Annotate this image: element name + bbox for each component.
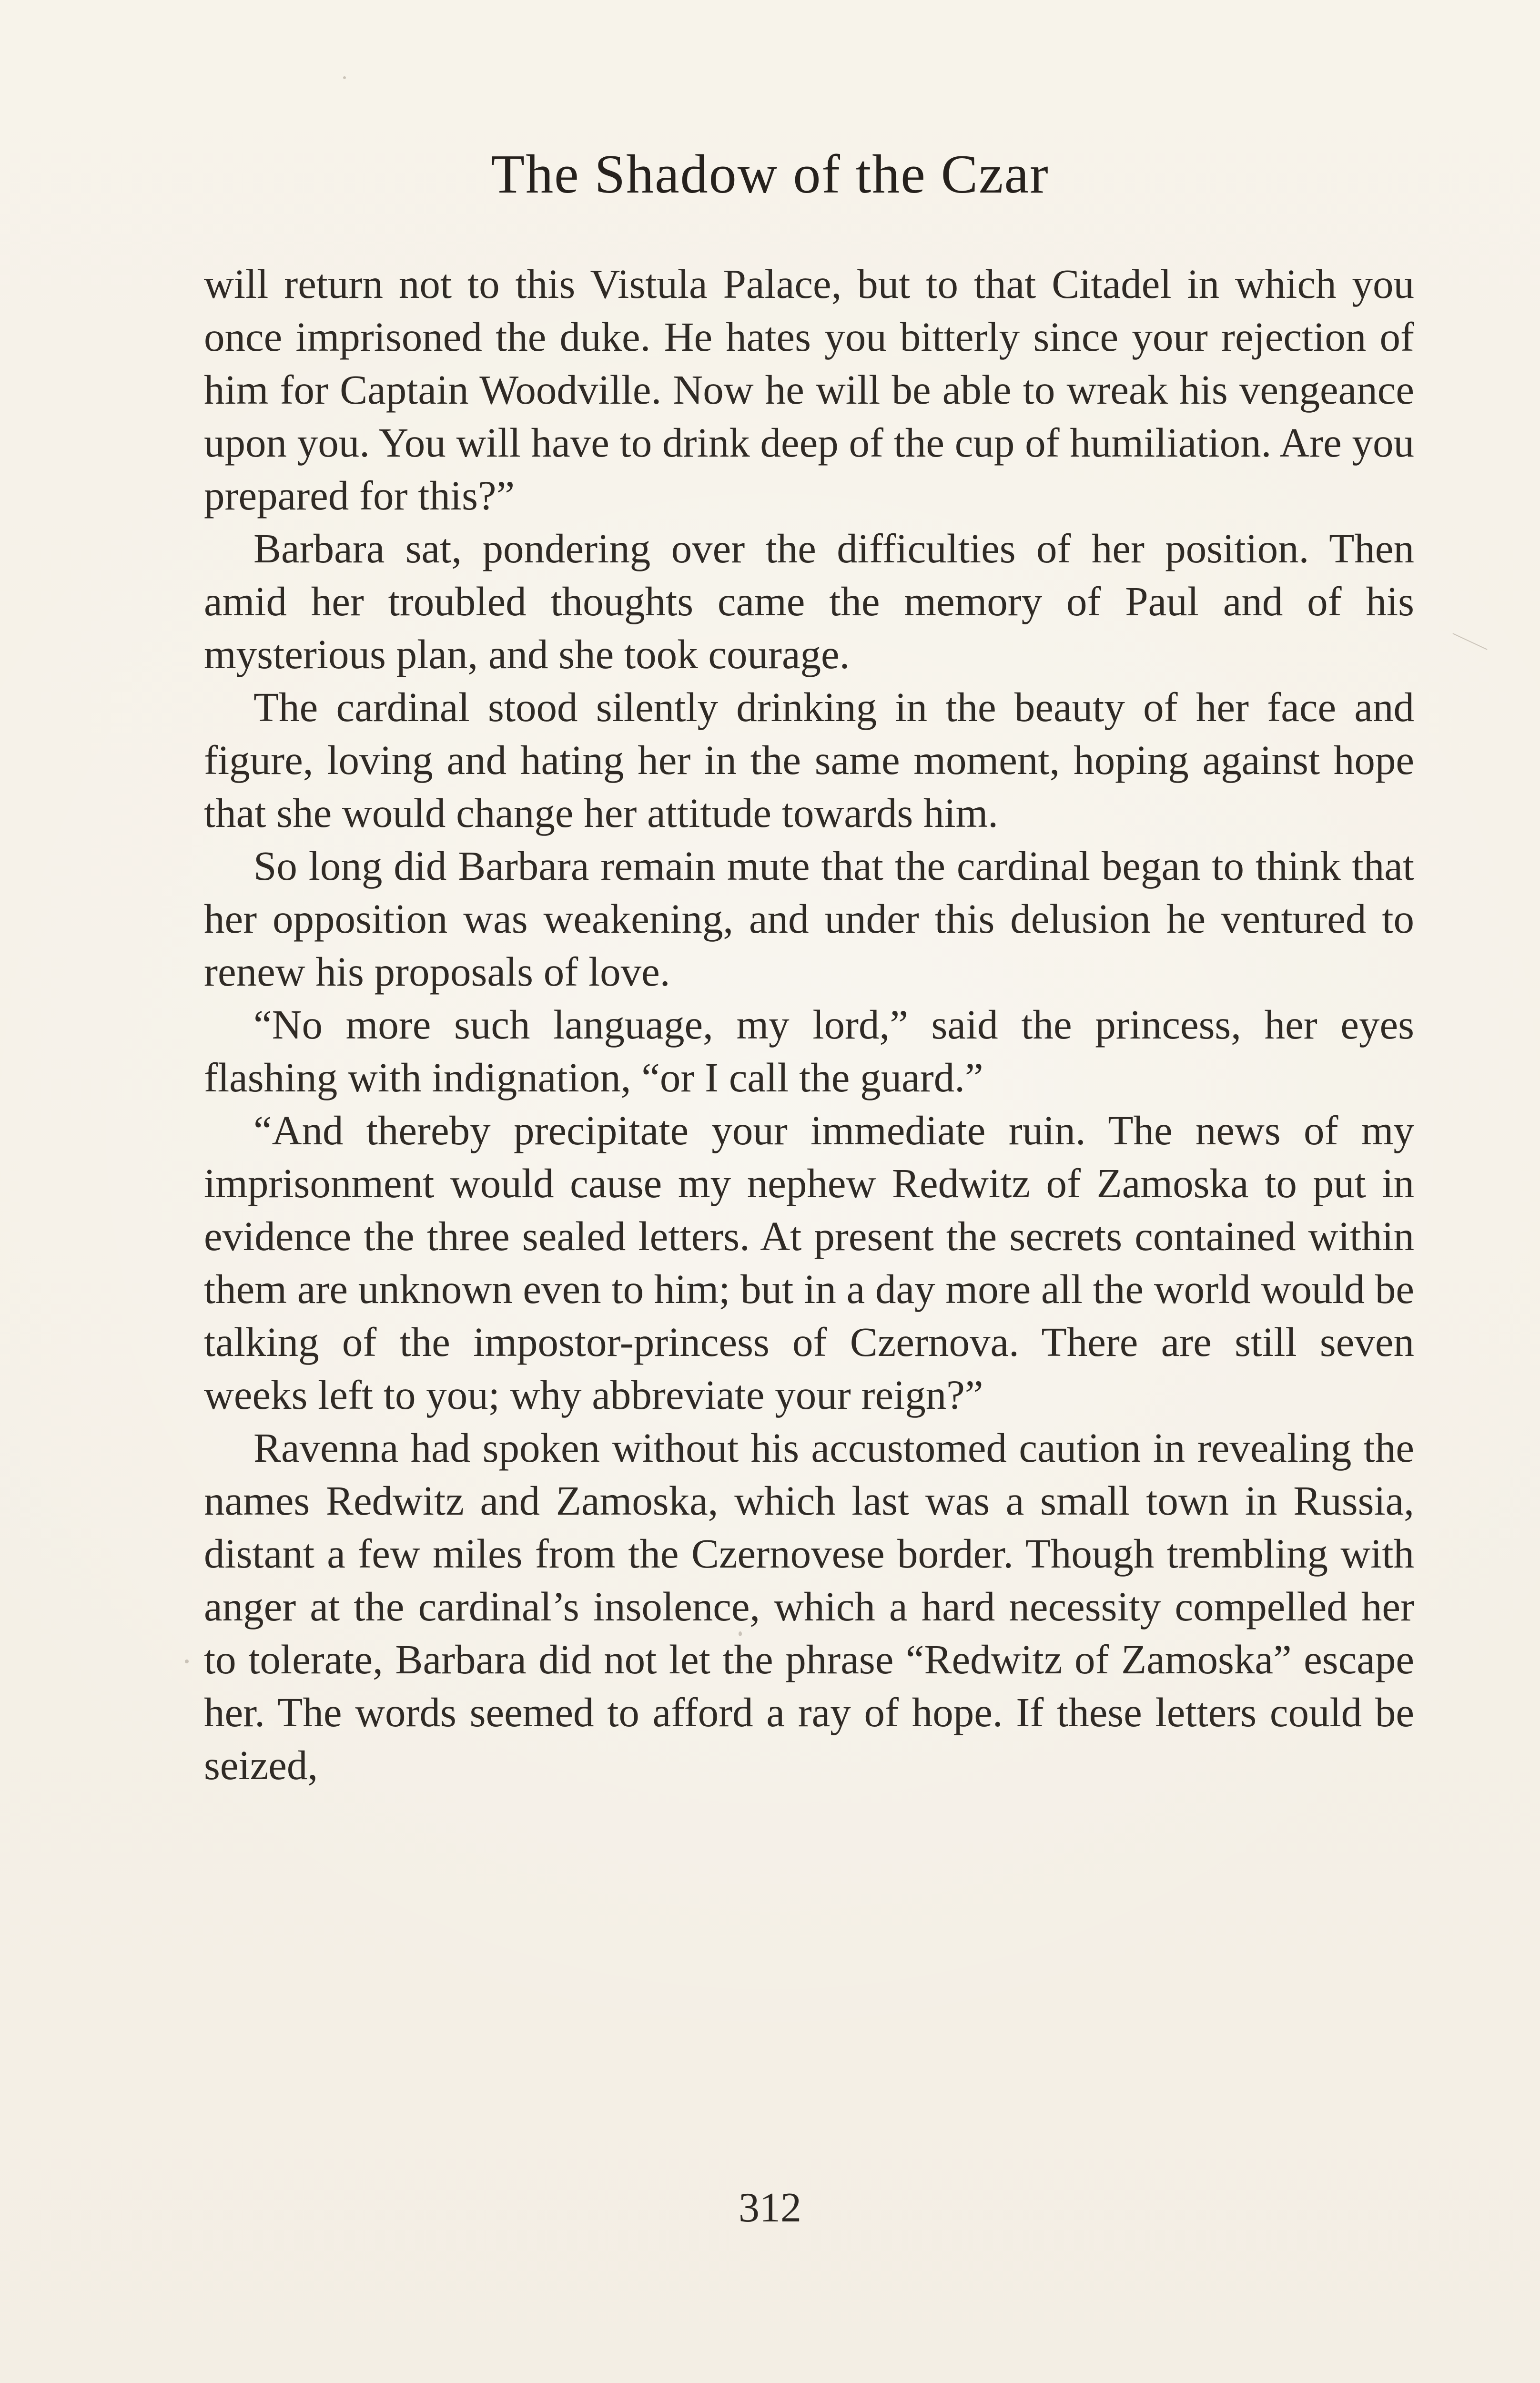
- paragraph-5: “No more such language, my lord,” said the princess, her eyes flashing with indignation, “or I call the guard.”: [204, 1001, 1414, 1100]
- paper-speck: [343, 76, 346, 79]
- paragraph-7: Ravenna had spoken without his accustomed caution in revealing the names Redwitz and Zamoska, which last was a small town in Russia, distant a few miles from the Czernovese border. Though trembling with anger at the cardinal’s insolence, which a hard necessity compelled her to tolerate, Barbara did not let the phrase “Redwitz of Zamoska” escape her. The words seemed to afford a ray of hope. If these letters could be seized,: [204, 1425, 1414, 1788]
- main-text-block: [204, 257, 1414, 1792]
- paragraph-2: Barbara sat, pondering over the difficulties of her position. Then amid her troubled thoughts came the memory of Paul and of his mysterious plan, and she took courage.: [204, 525, 1414, 677]
- paragraph-4: So long did Barbara remain mute that the cardinal began to think that her opposition was weakening, and under this delusion he ventured to renew his proposals of love.: [204, 843, 1414, 995]
- paragraph-1: will return not to this Vistula Palace, but to that Citadel in which you once imprisoned the duke. He hates you bitterly since your rejection of him for Captain Woodville. Now he will be able to wreak his vengeance upon you. You will have to drink deep of the cup of humiliation. Are you prepared for this?”: [204, 261, 1414, 519]
- paper-speck: [185, 1660, 189, 1663]
- paper-mark: [1452, 633, 1487, 650]
- running-head-title: The Shadow of the Czar: [491, 144, 1049, 205]
- paragraph-3: The cardinal stood silently drinking in the beauty of her face and figure, loving and hating her in the same moment, hoping against hope that she would change her attitude towards him.: [204, 684, 1414, 836]
- paragraph-6: “And thereby precipitate your immediate ruin. The news of my imprisonment would cause my nephew Redwitz of Zamoska to put in evidence the three sealed letters. At present the secrets contained within them are unknown even to him; but in a day more all the world would be talking of the impostor-princess of Czernova. There are still seven weeks left to you; why abbreviate your reign?”: [204, 1107, 1414, 1418]
- page-number: 312: [739, 2185, 801, 2231]
